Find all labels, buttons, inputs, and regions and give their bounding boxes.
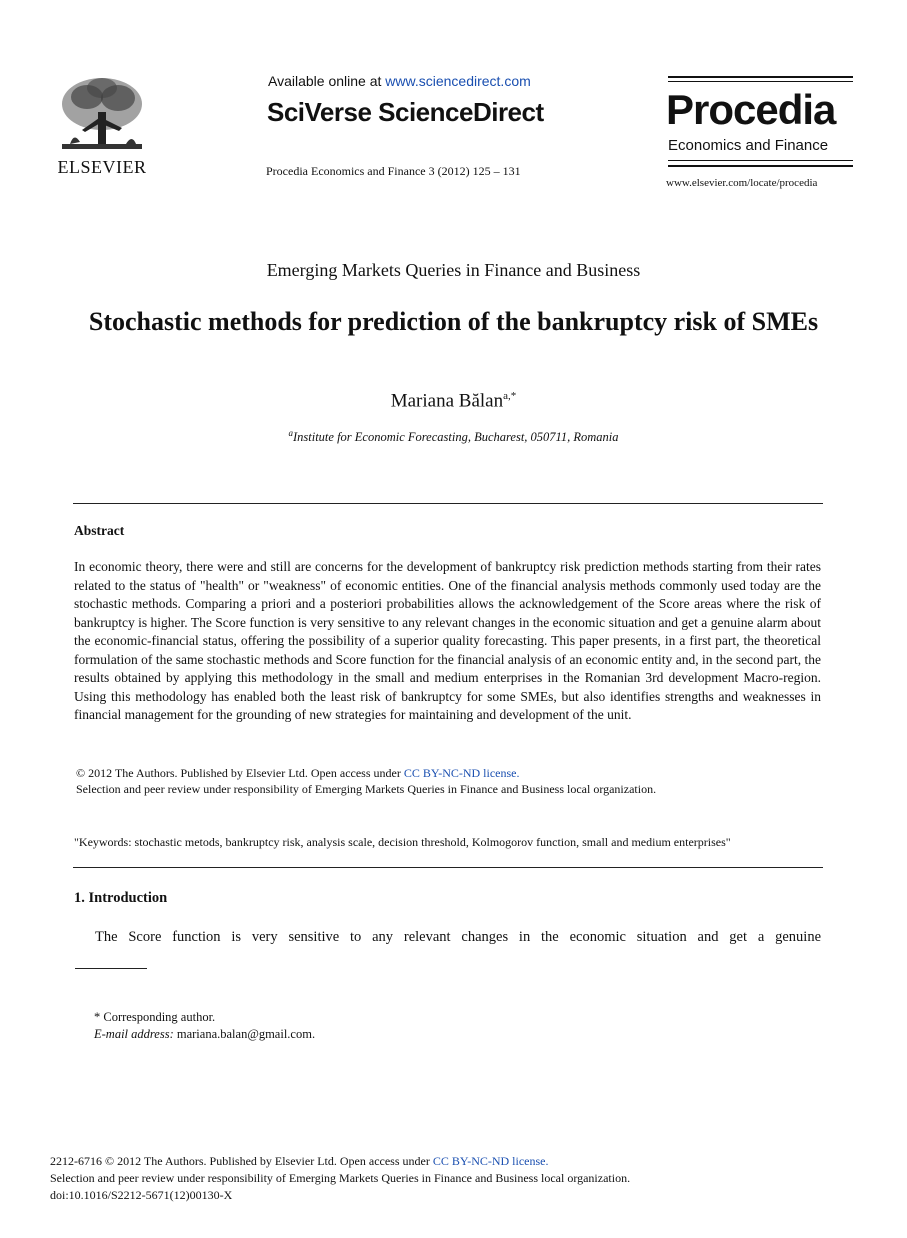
copyright-text: © 2012 The Authors. Published by Elsevier Ltd. Open access under (76, 766, 404, 780)
affiliation-sup: a (288, 428, 293, 438)
license-link[interactable]: CC BY-NC-ND license. (403, 766, 520, 780)
affiliation (0, 428, 907, 445)
elsevier-wordmark: ELSEVIER (57, 157, 147, 177)
email-label: E-mail address: (94, 1027, 174, 1041)
conference-name: Emerging Markets Queries in Finance and Business (266, 260, 641, 280)
available-prefix: Available online at (268, 73, 386, 89)
abstract-top-rule (73, 503, 823, 504)
corresponding-author-note: * Corresponding author. (94, 1010, 216, 1024)
sciencedirect-link[interactable]: www.sciencedirect.com (385, 73, 531, 89)
procedia-rule-4 (668, 165, 853, 167)
sciverse-logo: SciVerse ScienceDirect (267, 97, 544, 127)
elsevier-tree-icon (52, 72, 152, 158)
author-name: Mariana Bălan (390, 390, 504, 412)
procedia-rule-1 (668, 76, 853, 78)
available-online (268, 73, 531, 89)
copyright-line (76, 765, 520, 781)
abstract-text: In economic theory, there were and still are concerns for the development of bankruptcy risk prediction methods starting from their rates related to the status of "health" or "weakness" of economic entities. One of the financial analysis methods commonly used today are the stochastic methods. Comparing a priori and a posteriori probabilities allows the acknowledgement of the Score areas where the risk of bankruptcy is higher. The Score function is very sensitive to any relevant changes in the economic situation and get a genuine alarm about the economic-financial status, offering the possibility of a superior quality forecasting. This paper presents, in a first part, the theoretical formulation of the same stochastic methods and Score function for the financial analysis of an economic entity and, in the second part, the results obtained by applying this methodology in the small and medium enterprises in the Romanian 3rd development Macro-region. Using this methodology has enabled both the least risk of bankruptcy for some SMEs, but also identifies strengths and weaknesses in financial management for the grounding of new strategies for maintaining and development of the unit. (74, 559, 821, 722)
introduction-paragraph: The Score function is very sensitive to any relevant changes in the economic situation and get a genuine (95, 929, 821, 945)
author-sup: a,* (503, 390, 517, 402)
footer-license-link[interactable]: CC BY-NC-ND license. (432, 1154, 549, 1168)
footer-issn-line (50, 1153, 549, 1170)
procedia-subtitle: Economics and Finance (668, 137, 829, 154)
email-note (94, 1027, 315, 1042)
procedia-rule-3 (668, 160, 853, 161)
email-address[interactable]: mariana.balan@gmail.com. (176, 1027, 316, 1041)
abstract-bottom-rule (73, 867, 823, 868)
journal-citation: Procedia Economics and Finance 3 (2012) 125 – 131 (266, 164, 521, 178)
abstract-heading: Abstract (74, 523, 125, 538)
peer-review-line: Selection and peer review under responsibility of Emerging Markets Queries in Finance and Business local organization. (76, 782, 657, 796)
paper-title: Stochastic methods for prediction of the bankruptcy risk of SMEs (88, 307, 819, 336)
procedia-url[interactable]: www.elsevier.com/locate/procedia (666, 177, 818, 189)
footer-review-line: Selection and peer review under responsibility of Emerging Markets Queries in Finance and Business local organization. (50, 1171, 631, 1185)
procedia-rule-2 (668, 81, 853, 82)
footnote-rule (75, 968, 147, 969)
affiliation-text: Institute for Economic Forecasting, Bucharest, 050711, Romania (292, 430, 619, 445)
keywords: "Keywords: stochastic metods, bankruptcy risk, analysis scale, decision threshold, Kolmogorov function, small and medium enterprises" (74, 835, 731, 849)
footer-issn-text: 2212-6716 © 2012 The Authors. Published by Elsevier Ltd. Open access under (50, 1154, 433, 1168)
section-heading-introduction: 1. Introduction (74, 890, 168, 906)
procedia-title: Procedia (666, 86, 836, 133)
footer-doi[interactable]: doi:10.1016/S2212-5671(12)00130-X (50, 1188, 233, 1202)
author-line (0, 390, 907, 412)
